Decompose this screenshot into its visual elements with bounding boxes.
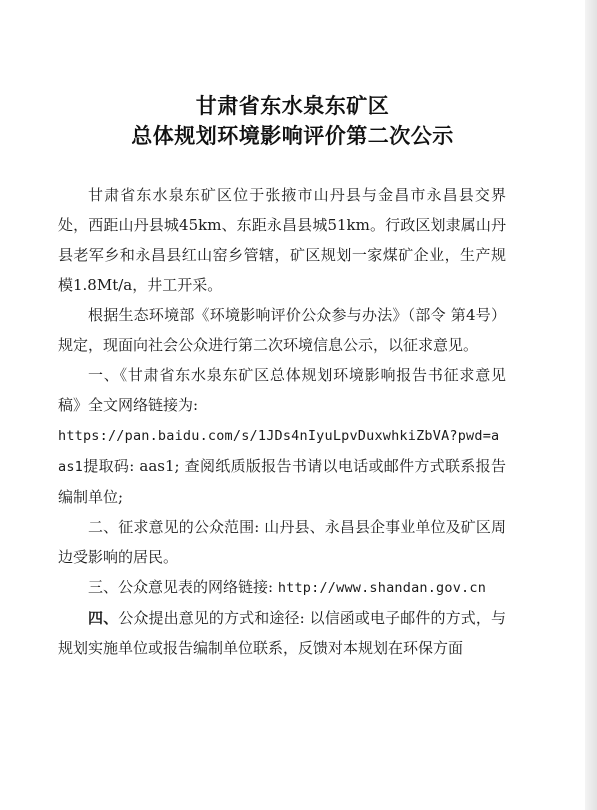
- section-four-prefix: 四、: [88, 609, 119, 627]
- paragraph-location: 甘肃省东水泉东矿区位于张掖市山丹县与金昌市永昌县交界处，西距山丹县城45km、东距永昌县城51km。行政区划隶属山丹县老军乡和永昌县红山窑乡管辖，矿区规划一家煤矿企业，生产规模1.8Mt/a，井工开采。: [58, 186, 506, 294]
- paragraph-feedback-method: [58, 603, 506, 663]
- page-edge-shadow: [585, 0, 597, 810]
- document-title-line-1: 甘肃省东水泉东矿区: [195, 93, 390, 118]
- document-title-line-2: 总体规划环境影响评价第二次公示: [131, 123, 454, 148]
- opinion-form-link[interactable]: http://www.shandan.gov.cn: [277, 580, 487, 596]
- paragraph-opinion-form: [58, 572, 506, 603]
- paragraph-public-scope: 二、征求意见的公众范围: 山丹县、永昌县企事业单位及矿区周边受影响的居民。: [58, 518, 506, 566]
- document-body: [58, 180, 506, 663]
- report-download-link[interactable]: https://pan.baidu.com/s/1JDs4nIyuLpvDuxwhkiZbVA?pwd=aas1: [58, 428, 500, 475]
- paragraph-report-link: [58, 420, 506, 512]
- extraction-code-text: 提取码: aas1; 查阅纸质版报告书请以电话或邮件方式联系报告编制单位;: [58, 457, 506, 506]
- paragraph-report-link-intro: 一、《甘肃省东水泉东矿区总体规划环境影响报告书征求意见稿》全文网络链接为:: [58, 366, 506, 414]
- paragraph-regulation: 根据生态环境部《环境影响评价公众参与办法》（部令 第4号）规定，现面向社会公众进行第二次环境信息公示，以征求意见。: [58, 306, 506, 354]
- opinion-form-label: 三、公众意见表的网络链接:: [88, 578, 278, 596]
- feedback-method-text: 公众提出意见的方式和途径: 以信函或电子邮件的方式，与规划实施单位或报告编制单位联系，反馈对本规划在环保方面: [58, 609, 506, 657]
